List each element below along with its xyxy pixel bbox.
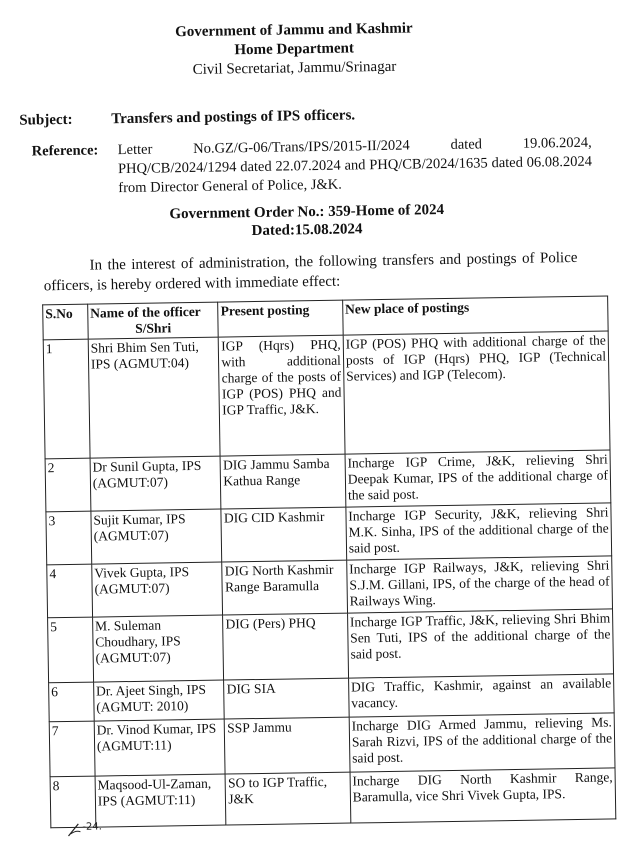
cell-present: DIG SIA: [224, 678, 349, 719]
cell-new: Incharge IGP Crime, J&K, relieving Shri Deepak Kumar, IPS of the additional charge of the said post.: [345, 450, 611, 507]
cell-new: IGP (POS) PHQ with additional charge of the posts of IGP (Hqrs) PHQ, IGP (Technical Services) and IGP (Telecom).: [343, 331, 610, 454]
cell-sno: 2: [45, 458, 91, 512]
cell-present: DIG North Kashmir Range Baramulla: [222, 560, 347, 615]
subject-text: Transfers and postings of IPS officers.: [111, 107, 356, 128]
cell-present: DIG CID Kashmir: [221, 507, 346, 562]
cell-present: DIG (Pers) PHQ: [223, 613, 348, 680]
header-name: [88, 302, 219, 339]
table-row: [45, 450, 611, 512]
cell-name: Dr. Vinod Kumar, IPS (AGMUT:11): [94, 719, 225, 776]
cell-present: SO to IGP Traffic, J&K: [225, 772, 350, 825]
header-sno: S.No: [43, 304, 88, 340]
subject-label: Subject:: [19, 111, 73, 129]
table-row: [50, 768, 616, 828]
cell-sno: 6: [49, 682, 94, 722]
cell-present: DIG Jammu Samba Kathua Range: [220, 454, 345, 509]
order-date: Dated:15.08.2024: [251, 221, 363, 240]
cell-name: Dr. Ajeet Singh, IPS (AGMUT: 2010): [93, 680, 224, 721]
cell-new: Incharge DIG North Kashmir Range, Baramulla, vice Shri Vivek Gupta, IPS.: [350, 768, 616, 823]
table-row: [47, 556, 613, 618]
cell-present: SSP Jammu: [225, 717, 350, 774]
reference-text: Letter No.GZ/G-06/Trans/IPS/2015-II/2024 dated 19.06.2024, PHQ/CB/2024/1294 dated 22.07.2024 and PHQ/CB/2024/1635 dated 06.08.2024 from Director General of Police, J&K.: [117, 134, 593, 197]
cell-sno: 4: [47, 564, 93, 618]
cell-name: Dr Sunil Gupta, IPS (AGMUT:07): [90, 456, 221, 511]
cell-sno: 3: [46, 511, 92, 565]
table-row: [46, 503, 612, 565]
cell-name: M. Suleman Choudhary, IPS (AGMUT:07): [92, 615, 224, 682]
subject-line: [19, 107, 355, 129]
table-row: [48, 609, 614, 683]
cell-sno: 7: [49, 721, 95, 777]
cell-new: DIG Traffic, Kashmir, against an available vacancy.: [348, 674, 614, 717]
cell-new: Incharge IGP Security, J&K, relieving Shri M.K. Sinha, IPS of the additional charge of the said post.: [346, 503, 612, 560]
cell-sno: 5: [48, 617, 94, 683]
postings-table: [42, 295, 616, 828]
cell-new: Incharge DIG Armed Jammu, relieving Ms. Sarah Rizvi, IPS of the additional charge of the said post.: [349, 713, 615, 772]
header-government: Government of Jammu and Kashmir: [175, 20, 413, 41]
cell-present: IGP (Hqrs) PHQ, with additional charge of the posts of IGP (POS) PHQ and IGP Traffic, J&K.: [219, 335, 345, 456]
order-number: Government Order No.: 359-Home of 2024: [169, 202, 445, 223]
reference-block: [32, 134, 593, 200]
cell-new: Incharge IGP Railways, J&K, relieving Shri S.J.M. Gillani, IPS, of the charge of the head of Railways Wing.: [347, 556, 613, 613]
header-new: New place of postings: [342, 296, 608, 335]
header-address: Civil Secretariat, Jammu/Srinagar: [192, 58, 397, 78]
cell-name: Sujit Kumar, IPS (AGMUT:07): [91, 509, 222, 564]
cell-name: Vivek Gupta, IPS (AGMUT:07): [92, 562, 223, 617]
handwritten-signature-mark: [66, 809, 106, 840]
table-row: [43, 331, 610, 459]
intro-paragraph: In the interest of administration, the following transfers and postings of Police officers, is hereby ordered with immediate effect:: [43, 249, 578, 295]
header-present: Present posting: [218, 300, 343, 337]
reference-label: Reference:: [31, 142, 99, 160]
table-row: [49, 713, 615, 777]
header-name-line1: Name of the officer: [90, 303, 201, 321]
signature-mark-text: -24.: [82, 821, 102, 833]
header-name-line2: S/Shri: [135, 320, 172, 336]
cell-sno: 8: [50, 776, 96, 828]
cell-new: Incharge IGP Traffic, J&K, relieving Shri Bhim Sen Tuti, IPS of the additional charge of the said post.: [347, 609, 613, 678]
header-department: Home Department: [234, 40, 355, 59]
cell-name: Shri Bhim Sen Tuti, IPS (AGMUT:04): [88, 337, 220, 458]
cell-sno: 1: [43, 339, 90, 459]
cell-name: Maqsood-Ul-Zaman, IPS (AGMUT:11): [95, 774, 226, 827]
